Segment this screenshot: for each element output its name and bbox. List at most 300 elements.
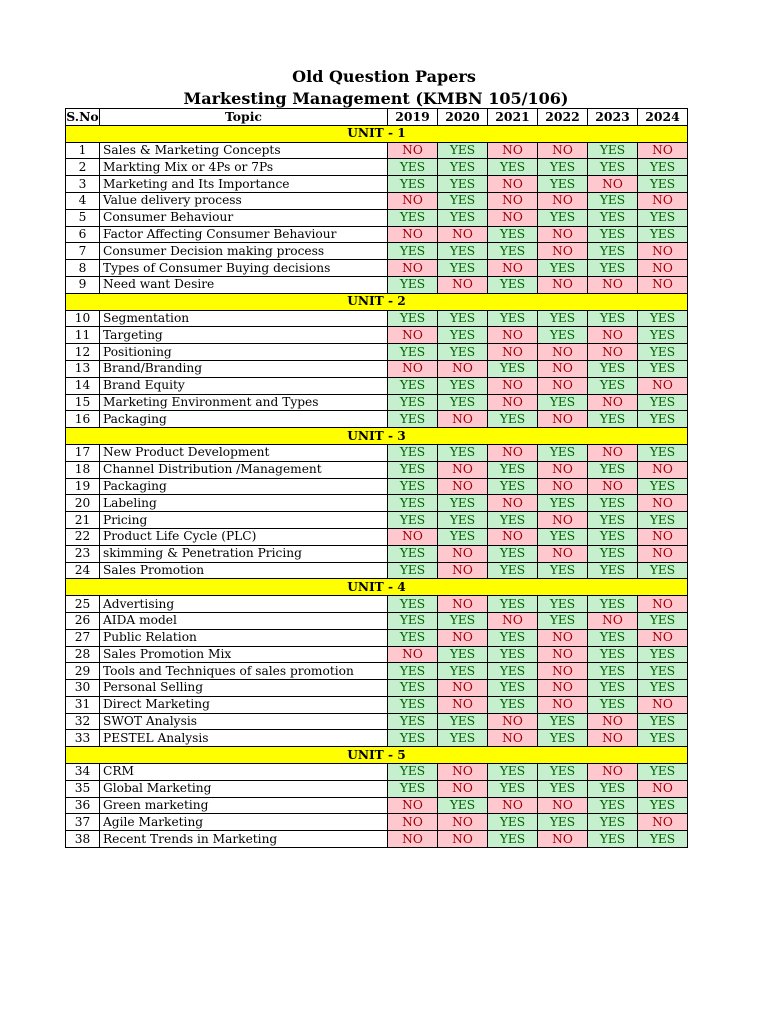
topic-cell: SWOT Analysis bbox=[100, 713, 388, 730]
serial-number: 35 bbox=[66, 780, 100, 797]
serial-number: 27 bbox=[66, 629, 100, 646]
table-row bbox=[66, 310, 688, 327]
topic-cell: skimming & Penetration Pricing bbox=[100, 545, 388, 562]
year-status-cell: NO bbox=[588, 394, 638, 411]
topic-cell: Factor Affecting Consumer Behaviour bbox=[100, 226, 388, 243]
year-status-cell: YES bbox=[388, 663, 438, 680]
topic-cell: Markting Mix or 4Ps or 7Ps bbox=[100, 159, 388, 176]
year-status-cell: YES bbox=[438, 713, 488, 730]
year-status-cell: NO bbox=[588, 327, 638, 344]
serial-number: 22 bbox=[66, 528, 100, 545]
year-status-cell: YES bbox=[638, 209, 688, 226]
year-status-cell: YES bbox=[438, 512, 488, 529]
topic-cell: Recent Trends in Marketing bbox=[100, 831, 388, 848]
table-row bbox=[66, 646, 688, 663]
year-status-cell: NO bbox=[488, 344, 538, 361]
year-status-cell: NO bbox=[438, 696, 488, 713]
serial-number: 7 bbox=[66, 243, 100, 260]
serial-number: 19 bbox=[66, 478, 100, 495]
year-status-cell: YES bbox=[388, 478, 438, 495]
table-row bbox=[66, 327, 688, 344]
header-sno: S.No bbox=[66, 109, 99, 125]
year-status-cell: YES bbox=[638, 360, 688, 377]
year-status-cell: YES bbox=[388, 612, 438, 629]
year-status-cell: NO bbox=[538, 629, 588, 646]
serial-number: 4 bbox=[66, 192, 100, 209]
serial-number: 38 bbox=[66, 831, 100, 848]
unit-label: UNIT - 5 bbox=[66, 747, 688, 764]
topic-cell: Consumer Decision making process bbox=[100, 243, 388, 260]
table-row bbox=[66, 260, 688, 277]
table-row bbox=[66, 411, 688, 428]
year-status-cell: YES bbox=[388, 764, 438, 781]
year-status-cell: YES bbox=[388, 176, 438, 193]
year-status-cell: YES bbox=[588, 226, 638, 243]
serial-number: 23 bbox=[66, 545, 100, 562]
year-status-cell: YES bbox=[438, 612, 488, 629]
year-status-cell: NO bbox=[538, 344, 588, 361]
year-status-cell: NO bbox=[538, 680, 588, 697]
year-status-cell: YES bbox=[588, 495, 638, 512]
year-status-cell: YES bbox=[638, 562, 688, 579]
unit-header-row bbox=[66, 125, 688, 142]
year-status-cell: YES bbox=[488, 663, 538, 680]
year-status-cell: YES bbox=[638, 344, 688, 361]
table-row bbox=[66, 512, 688, 529]
year-status-cell: NO bbox=[538, 243, 588, 260]
serial-number: 28 bbox=[66, 646, 100, 663]
serial-number: 20 bbox=[66, 495, 100, 512]
year-status-cell: NO bbox=[538, 663, 588, 680]
year-status-cell: NO bbox=[588, 444, 638, 461]
year-status-cell: YES bbox=[638, 680, 688, 697]
year-status-cell: NO bbox=[588, 730, 638, 747]
year-status-cell: YES bbox=[488, 461, 538, 478]
year-status-cell: NO bbox=[438, 411, 488, 428]
year-status-cell: YES bbox=[438, 176, 488, 193]
year-status-cell: YES bbox=[588, 780, 638, 797]
year-status-cell: YES bbox=[638, 159, 688, 176]
topic-cell: Public Relation bbox=[100, 629, 388, 646]
table-row bbox=[66, 344, 688, 361]
year-status-cell: YES bbox=[538, 444, 588, 461]
serial-number: 24 bbox=[66, 562, 100, 579]
year-status-cell: NO bbox=[388, 327, 438, 344]
table-row bbox=[66, 612, 688, 629]
year-status-cell: YES bbox=[588, 142, 638, 159]
year-status-cell: YES bbox=[488, 159, 538, 176]
year-status-cell: YES bbox=[638, 730, 688, 747]
year-status-cell: YES bbox=[488, 562, 538, 579]
serial-number: 30 bbox=[66, 680, 100, 697]
year-status-cell: NO bbox=[488, 260, 538, 277]
year-status-cell: YES bbox=[438, 528, 488, 545]
table-row bbox=[66, 209, 688, 226]
year-status-cell: NO bbox=[638, 780, 688, 797]
year-status-cell: YES bbox=[538, 814, 588, 831]
year-status-cell: YES bbox=[588, 545, 638, 562]
table-row bbox=[66, 243, 688, 260]
year-status-cell: YES bbox=[488, 596, 538, 613]
year-status-cell: YES bbox=[388, 596, 438, 613]
year-status-cell: YES bbox=[438, 192, 488, 209]
year-status-cell: YES bbox=[638, 797, 688, 814]
serial-number: 34 bbox=[66, 764, 100, 781]
year-status-cell: NO bbox=[438, 629, 488, 646]
topic-cell: Labeling bbox=[100, 495, 388, 512]
year-status-cell: NO bbox=[388, 260, 438, 277]
topic-cell: Targeting bbox=[100, 327, 388, 344]
year-status-cell: YES bbox=[388, 495, 438, 512]
topic-cell: Packaging bbox=[100, 411, 388, 428]
year-status-cell: NO bbox=[438, 680, 488, 697]
topic-cell: Channel Distribution /Management bbox=[100, 461, 388, 478]
year-status-cell: YES bbox=[588, 512, 638, 529]
year-status-cell: NO bbox=[488, 528, 538, 545]
year-status-cell: YES bbox=[638, 764, 688, 781]
year-status-cell: YES bbox=[638, 411, 688, 428]
table-row bbox=[66, 545, 688, 562]
year-status-cell: YES bbox=[538, 260, 588, 277]
unit-header-row bbox=[66, 293, 688, 310]
topic-cell: Sales & Marketing Concepts bbox=[100, 142, 388, 159]
year-status-cell: YES bbox=[638, 478, 688, 495]
year-status-cell: NO bbox=[488, 713, 538, 730]
unit-label: UNIT - 4 bbox=[66, 579, 688, 596]
serial-number: 2 bbox=[66, 159, 100, 176]
year-status-cell: YES bbox=[588, 310, 638, 327]
year-status-cell: NO bbox=[438, 596, 488, 613]
year-status-cell: NO bbox=[638, 696, 688, 713]
year-status-cell: YES bbox=[538, 495, 588, 512]
topic-cell: CRM bbox=[100, 764, 388, 781]
year-status-cell: NO bbox=[388, 226, 438, 243]
year-status-cell: YES bbox=[388, 209, 438, 226]
year-status-cell: NO bbox=[438, 226, 488, 243]
year-status-cell: NO bbox=[488, 142, 538, 159]
serial-number: 11 bbox=[66, 327, 100, 344]
unit-label: UNIT - 3 bbox=[66, 428, 688, 445]
serial-number: 10 bbox=[66, 310, 100, 327]
year-status-cell: YES bbox=[588, 411, 638, 428]
unit-header-row bbox=[66, 428, 688, 445]
year-status-cell: NO bbox=[388, 797, 438, 814]
topic-cell: Brand/Branding bbox=[100, 360, 388, 377]
serial-number: 5 bbox=[66, 209, 100, 226]
year-status-cell: YES bbox=[488, 764, 538, 781]
year-status-cell: NO bbox=[588, 176, 638, 193]
year-status-cell: YES bbox=[438, 344, 488, 361]
year-status-cell: YES bbox=[388, 680, 438, 697]
topic-cell: Advertising bbox=[100, 596, 388, 613]
year-status-cell: NO bbox=[638, 814, 688, 831]
serial-number: 3 bbox=[66, 176, 100, 193]
year-status-cell: YES bbox=[488, 310, 538, 327]
year-status-cell: YES bbox=[438, 142, 488, 159]
table-row bbox=[66, 226, 688, 243]
year-status-cell: NO bbox=[638, 260, 688, 277]
year-status-cell: YES bbox=[538, 713, 588, 730]
year-status-cell: YES bbox=[588, 663, 638, 680]
year-status-cell: YES bbox=[388, 780, 438, 797]
serial-number: 6 bbox=[66, 226, 100, 243]
year-status-cell: NO bbox=[538, 377, 588, 394]
year-status-cell: YES bbox=[588, 243, 638, 260]
year-status-cell: YES bbox=[588, 260, 638, 277]
table-row bbox=[66, 680, 688, 697]
table-row bbox=[66, 528, 688, 545]
unit-header-row bbox=[66, 579, 688, 596]
topic-cell: Product Life Cycle (PLC) bbox=[100, 528, 388, 545]
year-status-cell: YES bbox=[388, 512, 438, 529]
year-status-cell: NO bbox=[438, 780, 488, 797]
unit-header-row bbox=[66, 747, 688, 764]
year-status-cell: YES bbox=[588, 528, 638, 545]
year-status-cell: YES bbox=[438, 444, 488, 461]
serial-number: 8 bbox=[66, 260, 100, 277]
year-status-cell: YES bbox=[438, 797, 488, 814]
topic-cell: Agile Marketing bbox=[100, 814, 388, 831]
year-status-cell: YES bbox=[438, 327, 488, 344]
table-row bbox=[66, 831, 688, 848]
year-status-cell: YES bbox=[538, 310, 588, 327]
year-status-cell: NO bbox=[588, 764, 638, 781]
table-row bbox=[66, 176, 688, 193]
year-status-cell: YES bbox=[388, 159, 438, 176]
unit-label: UNIT - 2 bbox=[66, 293, 688, 310]
year-status-cell: YES bbox=[638, 512, 688, 529]
serial-number: 36 bbox=[66, 797, 100, 814]
table-row bbox=[66, 394, 688, 411]
year-status-cell: YES bbox=[638, 176, 688, 193]
year-status-cell: YES bbox=[538, 159, 588, 176]
year-status-cell: NO bbox=[488, 209, 538, 226]
year-status-cell: NO bbox=[388, 528, 438, 545]
table-row bbox=[66, 814, 688, 831]
year-status-cell: YES bbox=[538, 562, 588, 579]
year-status-cell: NO bbox=[488, 394, 538, 411]
year-status-cell: YES bbox=[638, 327, 688, 344]
year-status-cell: NO bbox=[538, 226, 588, 243]
topic-cell: Marketing and Its Importance bbox=[100, 176, 388, 193]
year-status-cell: NO bbox=[638, 276, 688, 293]
year-status-cell: NO bbox=[538, 646, 588, 663]
topic-cell: Marketing Environment and Types bbox=[100, 394, 388, 411]
serial-number: 18 bbox=[66, 461, 100, 478]
year-status-cell: YES bbox=[488, 780, 538, 797]
year-status-cell: NO bbox=[538, 696, 588, 713]
topic-cell: Pricing bbox=[100, 512, 388, 529]
year-status-cell: NO bbox=[538, 360, 588, 377]
table-row bbox=[66, 461, 688, 478]
table-row bbox=[66, 663, 688, 680]
year-status-cell: YES bbox=[488, 411, 538, 428]
topic-cell: Need want Desire bbox=[100, 276, 388, 293]
year-status-cell: NO bbox=[438, 360, 488, 377]
year-status-cell: NO bbox=[538, 512, 588, 529]
topic-cell: Segmentation bbox=[100, 310, 388, 327]
year-status-cell: YES bbox=[488, 360, 538, 377]
year-status-cell: NO bbox=[638, 243, 688, 260]
year-status-cell: YES bbox=[438, 495, 488, 512]
year-status-cell: YES bbox=[588, 629, 638, 646]
year-status-cell: NO bbox=[588, 713, 638, 730]
serial-number: 17 bbox=[66, 444, 100, 461]
year-status-cell: YES bbox=[588, 562, 638, 579]
year-status-cell: NO bbox=[488, 327, 538, 344]
topic-cell: Sales Promotion Mix bbox=[100, 646, 388, 663]
year-status-cell: NO bbox=[638, 461, 688, 478]
year-status-cell: YES bbox=[388, 461, 438, 478]
table-row bbox=[66, 629, 688, 646]
year-status-cell: YES bbox=[388, 444, 438, 461]
year-status-cell: YES bbox=[588, 646, 638, 663]
year-status-cell: NO bbox=[588, 344, 638, 361]
year-status-cell: NO bbox=[488, 797, 538, 814]
year-status-cell: YES bbox=[388, 243, 438, 260]
year-status-cell: YES bbox=[438, 663, 488, 680]
unit-label: UNIT - 1 bbox=[66, 125, 688, 142]
topic-cell: Tools and Techniques of sales promotion bbox=[100, 663, 388, 680]
year-status-cell: YES bbox=[588, 696, 638, 713]
document-subtitle: Markesting Management (KMBN 105/106) bbox=[183, 89, 569, 108]
serial-number: 16 bbox=[66, 411, 100, 428]
year-status-cell: YES bbox=[488, 545, 538, 562]
year-status-cell: YES bbox=[588, 814, 638, 831]
year-status-cell: NO bbox=[438, 562, 488, 579]
header-year: 2024 bbox=[638, 109, 688, 126]
year-status-cell: YES bbox=[538, 528, 588, 545]
year-status-cell: YES bbox=[438, 260, 488, 277]
topic-cell: Value delivery process bbox=[100, 192, 388, 209]
year-status-cell: YES bbox=[588, 680, 638, 697]
serial-number: 37 bbox=[66, 814, 100, 831]
year-status-cell: NO bbox=[638, 545, 688, 562]
year-status-cell: NO bbox=[438, 478, 488, 495]
table-row bbox=[66, 696, 688, 713]
topic-cell: Consumer Behaviour bbox=[100, 209, 388, 226]
year-status-cell: YES bbox=[388, 562, 438, 579]
header-year: 2021 bbox=[488, 109, 538, 126]
table-row bbox=[66, 797, 688, 814]
year-status-cell: NO bbox=[588, 276, 638, 293]
year-status-cell: YES bbox=[388, 310, 438, 327]
table-row bbox=[66, 780, 688, 797]
year-status-cell: YES bbox=[438, 310, 488, 327]
topic-cell: Positioning bbox=[100, 344, 388, 361]
year-status-cell: NO bbox=[538, 478, 588, 495]
year-status-cell: YES bbox=[488, 831, 538, 848]
table-row bbox=[66, 730, 688, 747]
serial-number: 12 bbox=[66, 344, 100, 361]
year-status-cell: NO bbox=[638, 142, 688, 159]
year-status-cell: YES bbox=[438, 209, 488, 226]
year-status-cell: YES bbox=[638, 310, 688, 327]
header-year: 2019 bbox=[388, 109, 438, 126]
year-status-cell: YES bbox=[638, 663, 688, 680]
table-row bbox=[66, 377, 688, 394]
year-status-cell: YES bbox=[638, 444, 688, 461]
year-status-cell: NO bbox=[638, 629, 688, 646]
year-status-cell: YES bbox=[488, 478, 538, 495]
table-row bbox=[66, 495, 688, 512]
year-status-cell: YES bbox=[588, 377, 638, 394]
document-title: Old Question Papers bbox=[292, 67, 476, 86]
year-status-cell: YES bbox=[488, 276, 538, 293]
year-status-cell: YES bbox=[588, 360, 638, 377]
serial-number: 33 bbox=[66, 730, 100, 747]
year-status-cell: YES bbox=[588, 461, 638, 478]
topic-cell: PESTEL Analysis bbox=[100, 730, 388, 747]
year-status-cell: YES bbox=[438, 159, 488, 176]
year-status-cell: YES bbox=[538, 176, 588, 193]
serial-number: 31 bbox=[66, 696, 100, 713]
serial-number: 21 bbox=[66, 512, 100, 529]
header-row bbox=[66, 109, 688, 126]
table-row bbox=[66, 562, 688, 579]
year-status-cell: NO bbox=[388, 142, 438, 159]
year-status-cell: YES bbox=[438, 243, 488, 260]
serial-number: 14 bbox=[66, 377, 100, 394]
year-status-cell: YES bbox=[388, 696, 438, 713]
year-status-cell: YES bbox=[588, 159, 638, 176]
topic-cell: Sales Promotion bbox=[100, 562, 388, 579]
year-status-cell: YES bbox=[388, 377, 438, 394]
year-status-cell: NO bbox=[388, 360, 438, 377]
year-status-cell: YES bbox=[438, 646, 488, 663]
year-status-cell: YES bbox=[438, 394, 488, 411]
year-status-cell: YES bbox=[538, 327, 588, 344]
year-status-cell: NO bbox=[538, 797, 588, 814]
year-status-cell: YES bbox=[488, 243, 538, 260]
year-status-cell: YES bbox=[588, 831, 638, 848]
year-status-cell: NO bbox=[438, 545, 488, 562]
year-status-cell: NO bbox=[388, 646, 438, 663]
year-status-cell: NO bbox=[488, 377, 538, 394]
header-year: 2022 bbox=[538, 109, 588, 126]
year-status-cell: NO bbox=[538, 545, 588, 562]
year-status-cell: NO bbox=[388, 192, 438, 209]
topic-cell: Global Marketing bbox=[100, 780, 388, 797]
year-status-cell: YES bbox=[388, 545, 438, 562]
year-status-cell: YES bbox=[538, 730, 588, 747]
year-status-cell: NO bbox=[538, 411, 588, 428]
serial-number: 32 bbox=[66, 713, 100, 730]
year-status-cell: NO bbox=[438, 764, 488, 781]
year-status-cell: NO bbox=[388, 814, 438, 831]
table-row bbox=[66, 192, 688, 209]
year-status-cell: YES bbox=[488, 814, 538, 831]
year-status-cell: NO bbox=[538, 831, 588, 848]
table-row bbox=[66, 142, 688, 159]
year-status-cell: NO bbox=[538, 461, 588, 478]
year-status-cell: YES bbox=[488, 696, 538, 713]
year-status-cell: YES bbox=[538, 209, 588, 226]
year-status-cell: YES bbox=[588, 797, 638, 814]
year-status-cell: YES bbox=[588, 596, 638, 613]
year-status-cell: YES bbox=[388, 629, 438, 646]
year-status-cell: NO bbox=[488, 444, 538, 461]
table-row bbox=[66, 764, 688, 781]
year-status-cell: YES bbox=[538, 780, 588, 797]
serial-number: 29 bbox=[66, 663, 100, 680]
serial-number: 9 bbox=[66, 276, 100, 293]
year-status-cell: YES bbox=[588, 192, 638, 209]
serial-number: 13 bbox=[66, 360, 100, 377]
year-status-cell: NO bbox=[438, 461, 488, 478]
topic-cell: Brand Equity bbox=[100, 377, 388, 394]
year-status-cell: NO bbox=[388, 831, 438, 848]
